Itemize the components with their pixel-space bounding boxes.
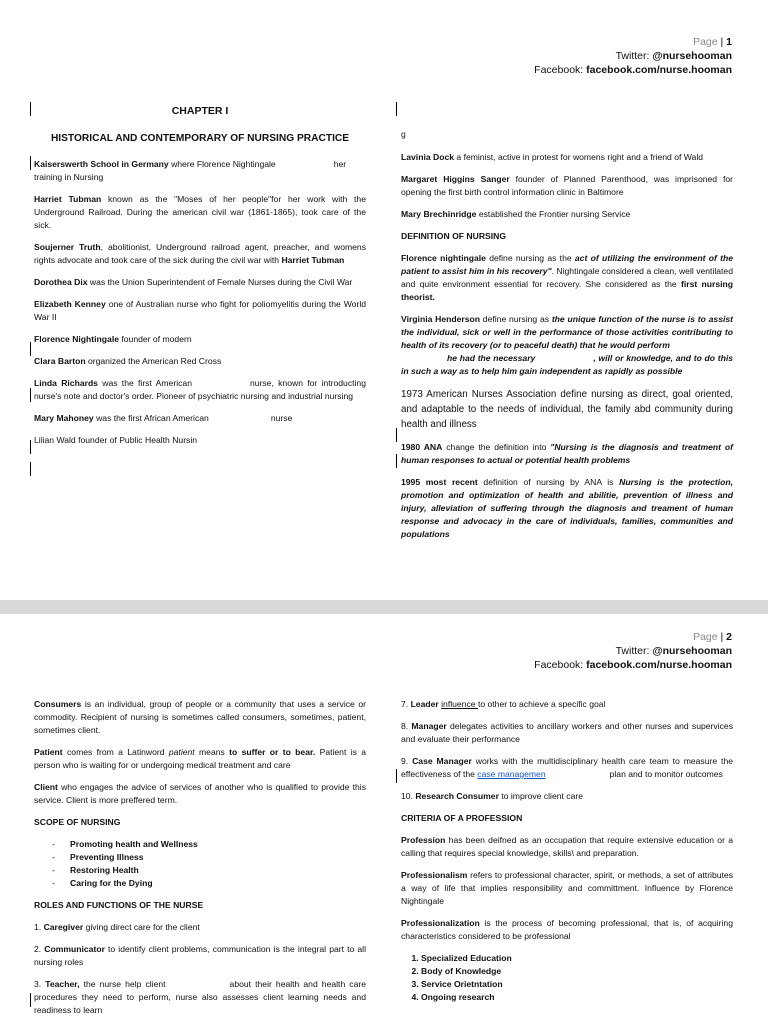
- revision-bar: [30, 388, 31, 402]
- list-item: - Preventing Illness: [52, 851, 366, 864]
- paragraph-kenney: Elizabeth Kenney one of Australian nurse who fight for poliomyelitis during the World War II: [34, 299, 367, 322]
- revision-bar: [30, 993, 31, 1007]
- paragraph-professionalism: Professionalism refers to professional character, spirit, or methods, a set of attributes a way of life that implies responsibility and committment. Influence by Florence Nightingale: [401, 870, 733, 906]
- paragraph-tubman: Harriet Tubman known as the "Moses of her people"for her work with the Underground Railroad. During the american civil war (1861-1865), took care of the sick.: [34, 194, 366, 230]
- facebook-link[interactable]: facebook.com/nurse.hooman: [586, 659, 732, 671]
- section-heading-criteria: CRITERIA OF A PROFESSION: [401, 813, 523, 823]
- paragraph-richards: Linda Richards was the first American nurse, known for introducting nurse's note and doctor's order. Pioneer of psychiatric nursing and industrial nursing: [34, 378, 366, 401]
- role-manager: 8. Manager delegates activities to ancillary workers and other nurses and supervices and evaluate their performance: [401, 721, 733, 744]
- section-heading-definition: DEFINITION OF NURSING: [401, 231, 507, 241]
- paragraph-patient: Patient comes from a Latinword patient means to suffer or to bear. Patient is a person who is waiting for or undergoing medical treatment and care: [34, 747, 367, 770]
- right-column: [401, 698, 733, 1004]
- paragraph-breckinridge: Mary Brechinridge established the Frontier nursing Service: [401, 209, 631, 219]
- paragraph-professionalization: Professionalization is the process of becoming professional, that is, of acquiring characteristics considered to be professional: [401, 918, 733, 941]
- list-item: 1. Specialized Education: [421, 952, 733, 965]
- paragraph-ana-1980: 1980 ANA change the definition into "Nursing is the diagnosis and treatment of human responses to actual or potential health problems: [401, 442, 733, 465]
- page-2: [0, 614, 768, 1024]
- role-leader: 7. Leader influence to other to achieve a specific goal: [401, 699, 606, 709]
- scope-list: [52, 838, 366, 890]
- revision-bar: [30, 440, 31, 454]
- facebook-label: Facebook:: [534, 659, 587, 671]
- paragraph-profession: Profession has been deifned as an occupation that require extensive education or a calling that requires special knowledge, skills\ and preparation.: [401, 835, 733, 858]
- twitter-handle[interactable]: @nursehooman: [652, 645, 732, 657]
- paragraph-kaiserswerth: Kaiserswerth School in Germany where Florence Nightingale her training in Nursing: [34, 159, 347, 182]
- paragraph-barton: Clara Barton organized the American Red Cross: [34, 356, 222, 366]
- section-heading-scope: SCOPE OF NURSING: [34, 817, 121, 827]
- stray-text: g: [401, 129, 406, 139]
- left-column: [34, 158, 366, 456]
- list-item: 3. Service Orietntation: [421, 978, 733, 991]
- chapter-title: HISTORICAL AND CONTEMPORARY OF NURSING PRACTICE: [50, 133, 350, 144]
- paragraph-ana-1973: 1973 American Nurses Association define nursing as direct, goal oriented, and adaptable to the needs of individual, the family abd community during health and illness: [401, 389, 733, 430]
- paragraph-henderson: Virginia Henderson define nursing as the unique function of the nurse is to assist the individual, sick or well in the performance of those activities contributing to health of its recovery (or to peaceful death) that he would perform he had the necessary , will or knowledge, and to do this in such a way as to help him gain independent as rapidly as possible: [401, 314, 734, 376]
- paragraph-truth: Soujerner Truth, abolitionist, Underground railroad agent, preacher, and womens rights advocate and took care of the sick during the civil war with Harriet Tubman: [34, 242, 367, 265]
- page-number: 1: [726, 36, 732, 48]
- paragraph-mahoney: Mary Mahoney was the first African American nurse: [34, 413, 293, 423]
- revision-bar: [30, 156, 31, 170]
- right-column: [401, 128, 733, 550]
- role-communicator: 2. Communicator to identify client problems, communication is the integral part to all nursing roles: [34, 944, 366, 967]
- revision-bar: [396, 428, 397, 442]
- twitter-label: Twitter:: [615, 50, 653, 62]
- paragraph-dix: Dorothea Dix was the Union Superintendent of Female Nurses during the Civil War: [34, 277, 353, 287]
- list-item: - Restoring Health: [52, 864, 366, 877]
- role-caregiver: 1. Caregiver giving direct care for the client: [34, 922, 200, 932]
- paragraph-client: Client who engages the advice of services of another who is qualified to provide this service. Client is more preffered term.: [34, 782, 366, 805]
- section-heading-roles: ROLES AND FUNCTIONS OF THE NURSE: [34, 900, 204, 910]
- revision-bar: [30, 342, 31, 356]
- twitter-label: Twitter:: [615, 645, 653, 657]
- list-item: 2. Body of Knowledge: [421, 965, 733, 978]
- page-label: Page: [693, 631, 718, 643]
- page-header: Page | 1 Twitter: @nursehooman Facebook: facebook.com/nurse.hooman: [534, 36, 732, 76]
- revision-bar: [30, 102, 31, 116]
- criteria-list: [421, 952, 733, 1004]
- list-item: 4. Ongoing research: [421, 991, 733, 1004]
- role-teacher: 3. Teacher, the nurse help client about their health and health care procedures they need to perform, nurse also assesses client learning needs and readiness to learn: [34, 979, 367, 1015]
- page-separator: [0, 600, 768, 614]
- page-number: 2: [726, 631, 732, 643]
- paragraph-wald: Lilian Wald founder of Public Health Nursin: [34, 435, 198, 445]
- revision-bar: [30, 462, 31, 476]
- paragraph-dock: Lavinia Dock a feminist, active in protest for womens right and a friend of Wald: [401, 152, 704, 162]
- paragraph-consumers: Consumers is an individual, group of people or a community that uses a service or commodity. Recipient of nursing is sometimes called consumers, sometimes, patient, sometimes client.: [34, 699, 366, 735]
- paragraph-ana-1995: 1995 most recent definition of nursing by ANA is Nursing is the protection, promotion and optimization of health and abilitie, prevention of illness and injury, alleviation of suffering through the diagnosis and treament of human response and advocacy in the care of individuals, families, communities and populations: [401, 477, 733, 539]
- page-label: Page: [693, 36, 718, 48]
- revision-bar: [396, 769, 397, 783]
- paragraph-sanger: Margaret Higgins Sanger founder of Planned Parenthood, was imprisoned for opening the first birth control information clinic in Baltimore: [401, 174, 733, 197]
- list-item: - Promoting health and Wellness: [52, 838, 366, 851]
- list-item: - Caring for the Dying: [52, 877, 366, 890]
- facebook-label: Facebook:: [534, 64, 587, 76]
- revision-bar: [396, 454, 397, 468]
- chapter-heading: CHAPTER I: [171, 105, 229, 117]
- twitter-handle[interactable]: @nursehooman: [652, 50, 732, 62]
- left-column: [34, 698, 366, 1026]
- role-research-consumer: 10. Research Consumer to improve client care: [401, 791, 583, 801]
- paragraph-nightingale: Florence Nightingale founder of modern: [34, 334, 192, 344]
- case-management-link[interactable]: case managemen: [477, 769, 546, 779]
- role-case-manager: 9. Case Manager works with the multidisciplinary health care team to measure the effectiveness of the case managemen plan and to monitor outcomes: [401, 756, 734, 779]
- revision-bar: [396, 102, 397, 116]
- page-header: Page | 2 Twitter: @nursehooman Facebook: facebook.com/nurse.hooman: [534, 631, 732, 671]
- paragraph-nightingale-definition: Florence nightingale define nursing as the act of utilizing the environment of the patient to assist him in his recovery". Nightingale considered a clean, well ventilated and quite environment essential for recovery. She considered as the first nursing theorist.: [401, 253, 733, 302]
- facebook-link[interactable]: facebook.com/nurse.hooman: [586, 64, 732, 76]
